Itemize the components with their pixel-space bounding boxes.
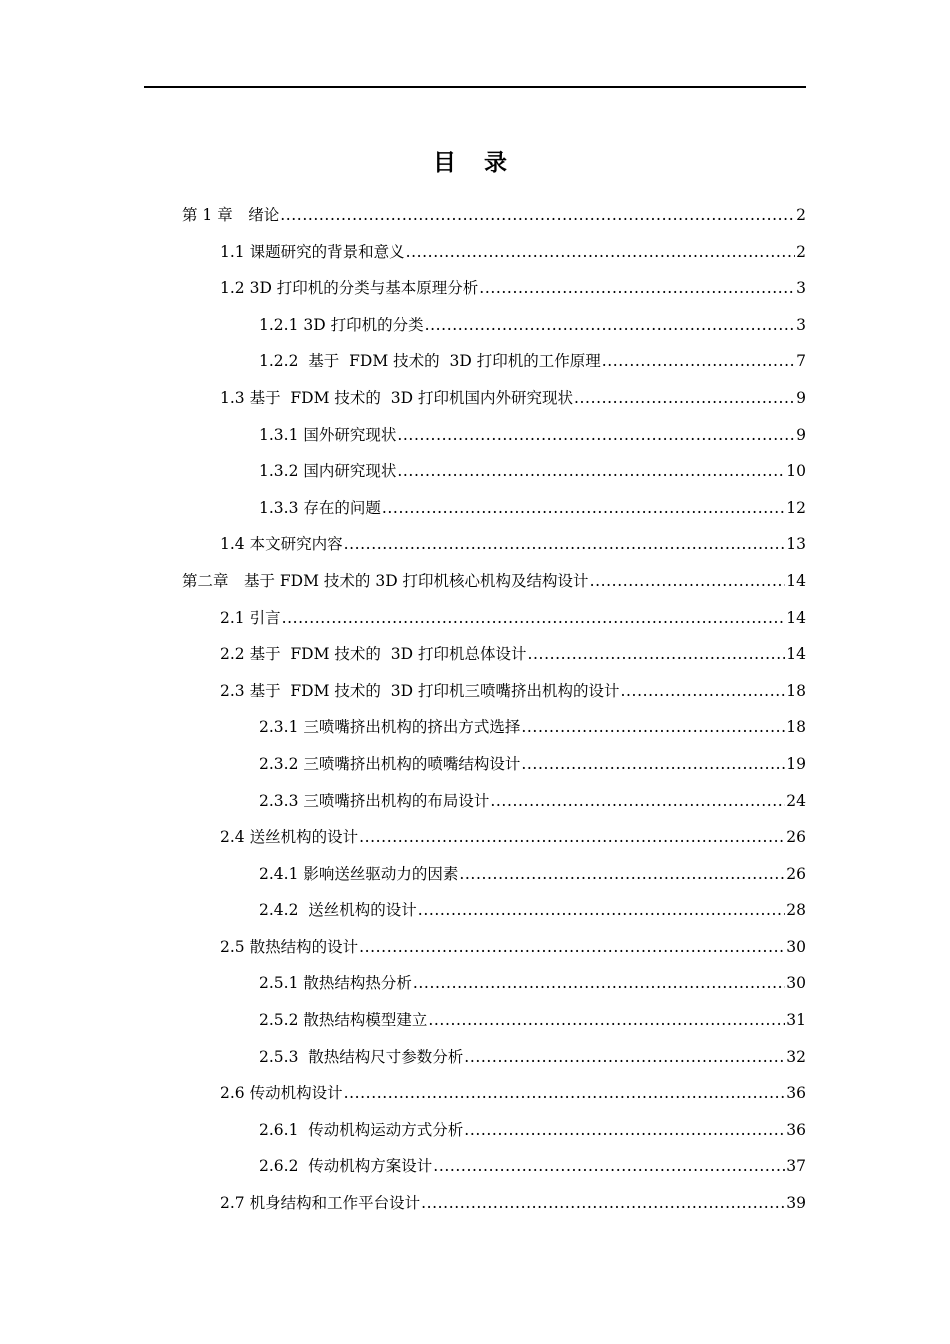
toc-dot-leader: [602, 343, 795, 380]
table-of-contents: [0, 197, 950, 1222]
toc-entry-page-number: 3: [796, 315, 806, 334]
toc-entry-page-number: 32: [786, 1047, 806, 1066]
toc-entry-title: 2.4.2 送丝机构的设计: [259, 901, 417, 920]
toc-dot-leader: [359, 819, 785, 856]
toc-entry-page-number: 2: [796, 242, 806, 261]
toc-entry[interactable]: [0, 453, 950, 490]
toc-dot-leader: [282, 600, 786, 637]
toc-entry-title: 1.2.2 基于 FDM 技术的 3D 打印机的工作原理: [259, 352, 601, 371]
toc-entry-title: 2.5.1 散热结构热分析: [259, 974, 412, 993]
toc-entry[interactable]: [0, 673, 950, 710]
toc-entry-page-number: 13: [786, 535, 806, 554]
toc-entry-title: 2.3.3 三喷嘴挤出机构的布局设计: [259, 791, 490, 810]
toc-entry[interactable]: [0, 1002, 950, 1039]
toc-entry[interactable]: [0, 892, 950, 929]
toc-dot-leader: [433, 1148, 785, 1185]
toc-entry-title: 1.1 课题研究的背景和意义: [220, 242, 405, 261]
toc-entry-title: 1.2 3D 打印机的分类与基本原理分析: [220, 279, 479, 298]
toc-dot-leader: [425, 307, 796, 344]
toc-entry-title: 2.5.2 散热结构模型建立: [259, 1011, 428, 1030]
toc-entry[interactable]: [0, 417, 950, 454]
toc-entry-page-number: 18: [786, 718, 806, 737]
toc-entry[interactable]: [0, 197, 950, 234]
toc-entry-title: 第二章 基于 FDM 技术的 3D 打印机核心机构及结构设计: [182, 571, 589, 590]
toc-entry-title: 2.3 基于 FDM 技术的 3D 打印机三喷嘴挤出机构的设计: [220, 681, 620, 700]
toc-entry[interactable]: [0, 307, 950, 344]
toc-entry-title: 第 1 章 绪论: [182, 206, 280, 224]
toc-entry-page-number: 14: [786, 645, 806, 664]
toc-entry-page-number: 10: [786, 462, 806, 481]
toc-entry-title: 2.5 散热结构的设计: [220, 937, 359, 956]
toc-dot-leader: [459, 856, 785, 893]
toc-dot-leader: [479, 270, 795, 307]
toc-dot-leader: [397, 453, 785, 490]
toc-entry-page-number: 18: [786, 681, 806, 700]
toc-entry-title: 2.6.1 传动机构运动方式分析: [259, 1120, 464, 1139]
toc-entry-page-number: 14: [786, 571, 806, 590]
toc-entry-title: 2.4 送丝机构的设计: [220, 828, 359, 847]
toc-entry[interactable]: [0, 709, 950, 746]
toc-dot-leader: [490, 783, 785, 820]
toc-dot-leader: [464, 1039, 785, 1076]
toc-entry-page-number: 39: [786, 1194, 806, 1213]
toc-entry-page-number: 36: [786, 1120, 806, 1139]
toc-dot-leader: [464, 1112, 785, 1149]
toc-entry-title: 1.3.1 国外研究现状: [259, 425, 397, 444]
toc-entry[interactable]: [0, 526, 950, 563]
toc-entry[interactable]: [0, 819, 950, 856]
toc-dot-leader: [428, 1002, 785, 1039]
toc-entry-title: 2.7 机身结构和工作平台设计: [220, 1194, 421, 1213]
toc-entry-page-number: 26: [786, 864, 806, 883]
toc-entry-title: 2.2 基于 FDM 技术的 3D 打印机总体设计: [220, 645, 527, 664]
toc-dot-leader: [413, 965, 785, 1002]
toc-entry[interactable]: [0, 600, 950, 637]
toc-dot-leader: [521, 746, 785, 783]
toc-entry[interactable]: [0, 1112, 950, 1149]
toc-entry-title: 1.3.3 存在的问题: [259, 498, 381, 517]
toc-entry-page-number: 30: [786, 974, 806, 993]
toc-entry[interactable]: [0, 270, 950, 307]
toc-entry-title: 2.3.1 三喷嘴挤出机构的挤出方式选择: [259, 718, 521, 737]
toc-entry-title: 1.3.2 国内研究现状: [259, 462, 397, 481]
toc-dot-leader: [359, 929, 785, 966]
toc-entry[interactable]: [0, 343, 950, 380]
toc-dot-leader: [590, 563, 786, 600]
toc-entry[interactable]: [0, 1039, 950, 1076]
toc-entry[interactable]: [0, 636, 950, 673]
toc-entry-page-number: 9: [796, 388, 806, 407]
toc-dot-leader: [397, 417, 795, 454]
toc-entry-page-number: 19: [786, 754, 806, 773]
toc-entry[interactable]: [0, 1185, 950, 1222]
page-title: 目 录: [432, 150, 517, 176]
toc-entry[interactable]: [0, 746, 950, 783]
toc-entry[interactable]: [0, 1148, 950, 1185]
toc-entry-title: 2.6 传动机构设计: [220, 1084, 343, 1103]
toc-dot-leader: [344, 526, 786, 563]
toc-entry-title: 2.5.3 散热结构尺寸参数分析: [259, 1047, 464, 1066]
toc-entry-page-number: 37: [786, 1157, 806, 1176]
toc-entry-title: 2.6.2 传动机构方案设计: [259, 1157, 433, 1176]
toc-entry-page-number: 9: [796, 425, 806, 444]
toc-entry-title: 2.4.1 影响送丝驱动力的因素: [259, 864, 459, 883]
toc-entry-page-number: 3: [796, 279, 806, 298]
toc-entry-page-number: 28: [786, 901, 806, 920]
toc-entry-page-number: 26: [786, 828, 806, 847]
toc-dot-leader: [521, 709, 785, 746]
toc-entry-title: 1.4 本文研究内容: [220, 535, 343, 554]
toc-entry-page-number: 31: [786, 1011, 806, 1030]
toc-entry-page-number: 14: [786, 608, 806, 627]
toc-dot-leader: [574, 380, 795, 417]
toc-dot-leader: [418, 892, 785, 929]
toc-dot-leader: [406, 234, 796, 271]
toc-dot-leader: [527, 636, 785, 673]
toc-entry[interactable]: [0, 490, 950, 527]
toc-entry[interactable]: [0, 965, 950, 1002]
toc-dot-leader: [280, 197, 795, 234]
toc-entry-title: 2.1 引言: [220, 608, 281, 627]
toc-entry-page-number: 24: [786, 791, 806, 810]
toc-entry-page-number: 7: [796, 352, 806, 371]
toc-entry[interactable]: [0, 563, 950, 600]
toc-entry-title: 1.3 基于 FDM 技术的 3D 打印机国内外研究现状: [220, 388, 573, 407]
toc-entry-title: 1.2.1 3D 打印机的分类: [259, 315, 424, 334]
toc-entry[interactable]: [0, 1075, 950, 1112]
toc-entry[interactable]: [0, 234, 950, 271]
toc-entry[interactable]: [0, 856, 950, 893]
toc-dot-leader: [344, 1075, 786, 1112]
toc-dot-leader: [382, 490, 785, 527]
toc-entry-page-number: 36: [786, 1084, 806, 1103]
header-rule: [144, 86, 806, 88]
toc-entry-page-number: 12: [786, 498, 806, 517]
toc-dot-leader: [421, 1185, 785, 1222]
toc-entry[interactable]: [0, 783, 950, 820]
toc-dot-leader: [620, 673, 785, 710]
toc-entry-page-number: 2: [796, 206, 806, 224]
toc-entry-title: 2.3.2 三喷嘴挤出机构的喷嘴结构设计: [259, 754, 521, 773]
toc-entry-page-number: 30: [786, 937, 806, 956]
toc-entry[interactable]: [0, 929, 950, 966]
toc-entry[interactable]: [0, 380, 950, 417]
